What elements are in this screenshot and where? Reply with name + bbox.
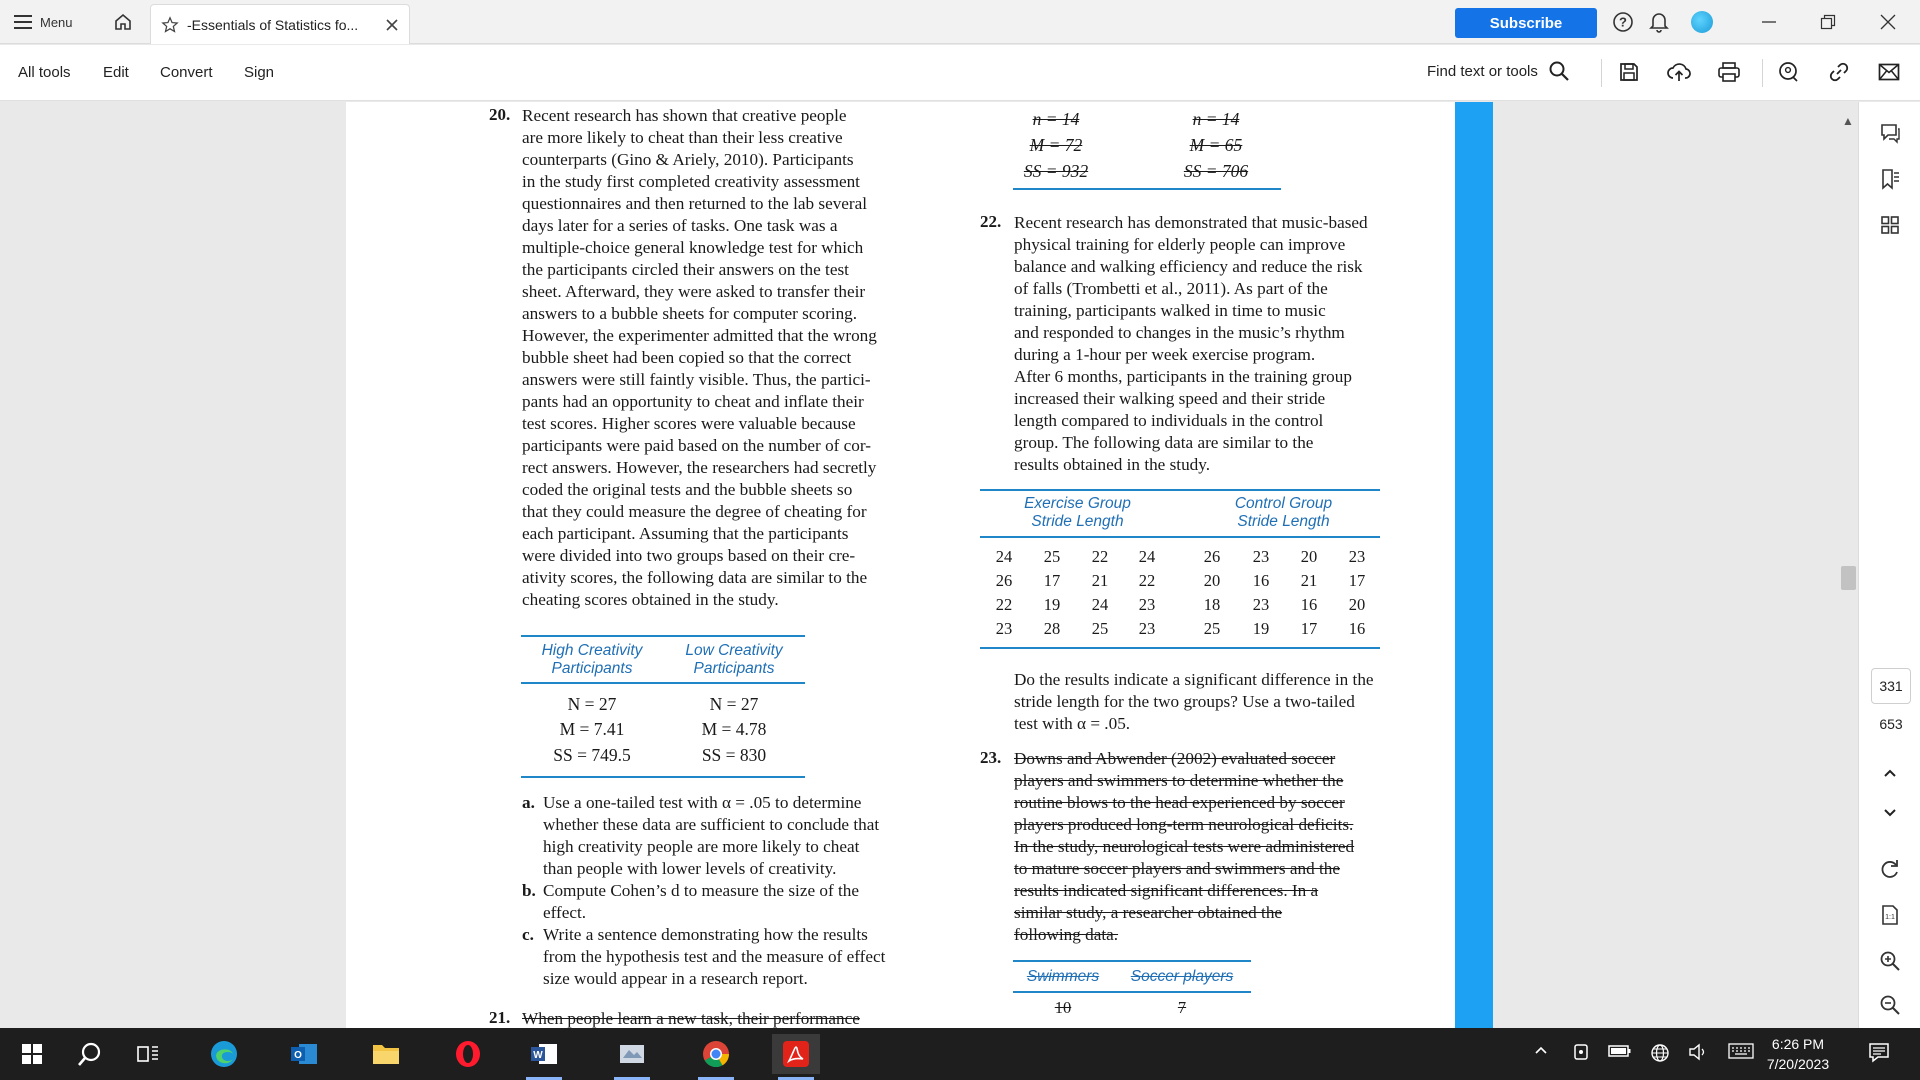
data-cell: 23	[1252, 595, 1270, 614]
paragraph-line: test with α = .05.	[1014, 714, 1131, 733]
paragraph-line: test scores. Higher scores were valuable because	[522, 414, 856, 433]
paragraph-line: routine blows to the head experienced by soccer	[1014, 793, 1345, 812]
data-cell: 20	[1348, 595, 1366, 614]
home-button[interactable]	[110, 9, 136, 35]
control-group-header	[1186, 495, 1381, 531]
paragraph-line: increased their walking speed and their stride	[1014, 389, 1326, 408]
system-clock[interactable]	[1758, 1034, 1838, 1074]
fit-page-button[interactable]	[1877, 902, 1903, 928]
part-text	[543, 924, 885, 990]
header-line: Participants	[693, 660, 775, 677]
assistant-icon	[1777, 60, 1801, 84]
paragraph-line: to mature soccer players and swimmers and the	[1014, 859, 1340, 878]
touch-keyboard-button[interactable]	[1728, 1043, 1754, 1062]
vertical-scrollbar[interactable]	[1838, 102, 1858, 1028]
data-cell: 24	[1091, 595, 1109, 614]
low-creativity-header	[663, 642, 805, 678]
stat-ss-2: SS = 706	[1183, 161, 1249, 181]
svg-text:O: O	[294, 1050, 302, 1061]
snipping-app[interactable]	[608, 1034, 656, 1074]
toolbar-divider	[1601, 59, 1602, 87]
main-toolbar	[0, 45, 1920, 101]
soccer-players-value: 7	[1177, 998, 1187, 1017]
next-page-button[interactable]	[1877, 800, 1903, 826]
comments-icon	[1879, 122, 1901, 144]
data-cell: 26	[995, 571, 1013, 590]
stat-n-1: n = 14	[1032, 109, 1080, 129]
file-explorer-app[interactable]	[362, 1034, 410, 1074]
paragraph-line: during a 1-hour per week exercise program.	[1014, 345, 1316, 364]
data-cell: 19	[1043, 595, 1061, 614]
problem-23-number: 23.	[980, 748, 1002, 767]
toolbar-divider	[1762, 59, 1763, 87]
word-icon	[529, 1040, 559, 1068]
svg-text:?: ?	[1619, 14, 1627, 30]
paragraph-line: answers to a bubble sheets for computer scoring.	[522, 304, 858, 323]
svg-text:1:1: 1:1	[1885, 914, 1895, 921]
paragraph-line: size would appear in a research report.	[543, 969, 808, 988]
paragraph-line: and responded to changes in the music’s rhythm	[1014, 323, 1345, 342]
table-rule	[1013, 991, 1251, 993]
paragraph-line: similar study, a researcher obtained the	[1014, 903, 1283, 922]
paragraph-line: the participants circled their answers on the test	[522, 260, 849, 279]
table-rule	[980, 647, 1380, 649]
paragraph-line: Downs and Abwender (2002) evaluated soccer	[1014, 749, 1336, 768]
paragraph-line: whether these data are sufficient to conclude that	[543, 815, 880, 834]
low-ss: SS = 830	[701, 745, 767, 765]
upload-button[interactable]	[1666, 59, 1692, 85]
star-icon[interactable]	[161, 16, 179, 34]
data-cell: 25	[1203, 619, 1221, 638]
network-button[interactable]	[1650, 1043, 1670, 1066]
cloud-upload-icon	[1667, 61, 1691, 83]
problem-22-question	[1014, 669, 1374, 735]
thumbnails-panel-button[interactable]	[1877, 212, 1903, 238]
table-rule	[521, 682, 805, 684]
windows-taskbar	[0, 1028, 1920, 1080]
table-rule	[521, 776, 805, 778]
paragraph-line: multiple-choice general knowledge test for which	[522, 238, 864, 257]
paragraph-line: pants had an opportunity to cheat and inflate their	[522, 392, 864, 411]
outlook-icon	[289, 1040, 319, 1068]
data-cell: 23	[1348, 547, 1366, 566]
exercise-group-header	[980, 495, 1175, 531]
swimmers-value: 10	[1054, 998, 1072, 1017]
paragraph-line: However, the experimenter admitted that the wrong	[522, 326, 877, 345]
paragraph-line: players and swimmers to determine whether the	[1014, 771, 1344, 790]
paragraph-line: effect.	[543, 903, 587, 922]
data-cell: 17	[1043, 571, 1061, 590]
table-rule	[1013, 960, 1251, 962]
zoom-out-icon	[1879, 994, 1901, 1016]
paragraph-line: than people with lower levels of creativity.	[543, 859, 837, 878]
data-cell: 24	[1138, 547, 1156, 566]
header-line: Stride Length	[1031, 513, 1124, 530]
data-cell: 24	[995, 547, 1013, 566]
keyboard-icon	[1728, 1043, 1754, 1059]
search-icon	[77, 1041, 103, 1067]
paragraph-line: stride length for the two groups? Use a two-tailed	[1014, 692, 1355, 711]
print-icon	[1717, 61, 1741, 83]
home-icon	[113, 12, 133, 32]
data-cell: 26	[1203, 547, 1221, 566]
paragraph-line: were divided into two groups based on their cre-	[522, 546, 856, 565]
paragraph-line: training, participants walked in time to music	[1014, 301, 1326, 320]
header-line: Participants	[551, 660, 633, 677]
paragraph-line: results obtained in the study.	[1014, 455, 1211, 474]
data-cell: 22	[995, 595, 1013, 614]
help-icon	[1612, 11, 1634, 33]
paragraph-line: in the study first completed creativity assessment	[522, 172, 860, 191]
share-link-button[interactable]	[1826, 59, 1852, 85]
paragraph-line: sheet. Afterward, they were asked to transfer their	[522, 282, 866, 301]
paragraph-line: physical training for elderly people can improve	[1014, 235, 1346, 254]
chrome-icon	[701, 1039, 731, 1069]
data-cell: 23	[1138, 595, 1156, 614]
document-tab[interactable]	[150, 4, 410, 44]
chevron-up-icon	[1882, 765, 1898, 781]
stat-m-2: M = 65	[1189, 135, 1243, 155]
paragraph-line: Do the results indicate a significant difference in the	[1014, 670, 1374, 689]
problem-20-number: 20.	[489, 105, 511, 124]
close-window-button[interactable]	[1875, 10, 1901, 34]
chevron-down-icon	[1882, 805, 1898, 821]
close-icon	[1880, 14, 1896, 30]
paragraph-line: of falls (Trombetti et al., 2011). As part of the	[1014, 279, 1328, 298]
header-line: Exercise Group	[1024, 495, 1131, 512]
clock-date: 7/20/2023	[1766, 1056, 1830, 1072]
menu-sign[interactable]: Sign	[244, 64, 275, 81]
scrollbar-thumb[interactable]	[1841, 566, 1856, 590]
speaker-icon	[1688, 1043, 1710, 1061]
paragraph-line: cheating scores obtained in the study.	[522, 590, 779, 609]
save-icon	[1618, 61, 1640, 83]
opera-icon	[453, 1039, 483, 1069]
data-cell: 16	[1348, 619, 1366, 638]
save-button[interactable]	[1616, 59, 1642, 85]
part-text	[543, 792, 879, 880]
paragraph-line: results indicated significant differences. In a	[1014, 881, 1319, 900]
paragraph-line: counterparts (Gino & Ariely, 2010). Participants	[522, 150, 854, 169]
acrobat-icon	[781, 1039, 811, 1069]
battery-button[interactable]	[1608, 1043, 1632, 1062]
menu-all-tools[interactable]: All tools	[18, 64, 71, 81]
problem-22-text	[1014, 212, 1368, 476]
table-rule	[521, 635, 805, 637]
data-cell: 17	[1348, 571, 1366, 590]
notifications-center-button[interactable]	[1868, 1041, 1890, 1066]
task-view-icon	[136, 1043, 160, 1065]
menu-button[interactable]	[14, 10, 73, 34]
pdf-page	[346, 102, 1456, 1028]
document-viewport	[0, 102, 1858, 1028]
data-cell: 23	[995, 619, 1013, 638]
bell-icon	[1648, 10, 1670, 34]
chrome-app[interactable]	[692, 1034, 740, 1074]
data-cell: 22	[1138, 571, 1156, 590]
data-cell: 16	[1252, 571, 1270, 590]
clock-time: 6:26 PM	[1771, 1036, 1825, 1052]
paragraph-line: each participant. Assuming that the participants	[522, 524, 849, 543]
link-icon	[1828, 61, 1850, 83]
data-cell: 25	[1043, 547, 1061, 566]
email-button[interactable]	[1876, 59, 1902, 85]
chevron-up-icon	[1534, 1043, 1548, 1057]
find-text-or-tools[interactable]	[1427, 60, 1570, 82]
rotate-icon	[1879, 858, 1901, 880]
data-cell: 21	[1091, 571, 1109, 590]
paragraph-line: Compute Cohen’s d to measure the size of the	[543, 881, 859, 900]
stat-m-1: M = 72	[1029, 135, 1083, 155]
problem-23-text	[1014, 748, 1354, 946]
folder-icon	[371, 1041, 401, 1067]
restore-icon	[1820, 14, 1836, 30]
data-cell: 21	[1300, 571, 1318, 590]
acrobat-app[interactable]	[772, 1034, 820, 1074]
menu-edit[interactable]: Edit	[103, 64, 129, 81]
paragraph-line: Write a sentence demonstrating how the results	[543, 925, 868, 944]
minimize-button[interactable]	[1756, 10, 1782, 34]
table-rule	[980, 489, 1380, 491]
fit-page-icon	[1879, 904, 1901, 926]
low-n: N = 27	[709, 694, 759, 714]
windows-logo-icon	[21, 1043, 43, 1065]
battery-icon	[1608, 1043, 1632, 1059]
subscribe-button[interactable]: Subscribe	[1455, 8, 1597, 38]
paragraph-line: coded the original tests and the bubble sheets so	[522, 480, 853, 499]
data-cell: 18	[1203, 595, 1221, 614]
part-label: c.	[522, 925, 534, 944]
rotate-button[interactable]	[1877, 856, 1903, 882]
high-ss: SS = 749.5	[553, 745, 631, 765]
restore-button[interactable]	[1815, 10, 1841, 34]
scroll-up-arrow-icon[interactable]: ▲	[1842, 114, 1854, 128]
swimmers-header: Swimmers	[1026, 968, 1100, 985]
paragraph-line: bubble sheet had been copied so that the correct	[522, 348, 852, 367]
outlook-app[interactable]	[280, 1034, 328, 1074]
ai-assistant-button[interactable]	[1776, 59, 1802, 85]
comments-panel-button[interactable]	[1877, 120, 1903, 146]
menu-convert[interactable]: Convert	[160, 64, 213, 81]
header-line: Low Creativity	[685, 642, 783, 659]
find-label: Find text or tools	[1427, 62, 1538, 80]
search-button[interactable]	[66, 1034, 114, 1074]
close-tab-icon[interactable]	[385, 18, 399, 32]
task-view-button[interactable]	[124, 1034, 172, 1074]
help-button[interactable]	[1612, 11, 1634, 33]
header-line: Stride Length	[1237, 513, 1330, 530]
paragraph-line: Recent research has shown that creative people	[522, 106, 847, 125]
high-mean: M = 7.41	[559, 719, 625, 739]
data-cell: 23	[1252, 547, 1270, 566]
right-side-panel	[1858, 102, 1920, 1028]
zoom-out-button[interactable]	[1877, 992, 1903, 1018]
zoom-in-button[interactable]	[1877, 948, 1903, 974]
search-icon	[1548, 60, 1570, 82]
paragraph-line: from the hypothesis test and the measure of effect	[543, 947, 886, 966]
paragraph-line: length compared to individuals in the control	[1014, 411, 1324, 430]
paragraph-line: are more likely to cheat than their less creative	[522, 128, 843, 147]
notifications-button[interactable]	[1648, 10, 1670, 34]
start-button[interactable]	[8, 1034, 56, 1074]
print-button[interactable]	[1716, 59, 1742, 85]
grid-icon	[1880, 215, 1900, 235]
problem-21-number: 21.	[489, 1008, 511, 1027]
globe-icon	[1650, 1043, 1670, 1063]
data-cell: 20	[1203, 571, 1221, 590]
bookmark-icon	[1879, 168, 1901, 190]
data-cell: 25	[1091, 619, 1109, 638]
data-cell: 22	[1091, 547, 1109, 566]
paragraph-line: answers were still faintly visible. Thus, the partici-	[522, 370, 871, 389]
edge-app[interactable]	[200, 1034, 248, 1074]
edge-icon	[209, 1039, 239, 1069]
data-cell: 28	[1043, 619, 1061, 638]
problem-20-text	[522, 105, 877, 611]
part-label: a.	[522, 793, 535, 812]
paragraph-line: participants were paid based on the number of cor-	[522, 436, 872, 455]
zoom-in-icon	[1879, 950, 1901, 972]
title-bar	[0, 0, 1920, 44]
high-n: N = 27	[567, 694, 617, 714]
part-label: b.	[522, 881, 536, 900]
paragraph-line: ativity scores, the following data are similar to the	[522, 568, 868, 587]
mail-icon	[1878, 63, 1900, 81]
svg-text:W: W	[533, 1050, 543, 1061]
bookmarks-panel-button[interactable]	[1877, 166, 1903, 192]
menu-label: Menu	[40, 14, 73, 30]
paragraph-line: that they could measure the degree of cheating for	[522, 502, 867, 521]
soccer-players-header: Soccer players	[1130, 968, 1234, 985]
paragraph-line: players produced long-term neurological deficits.	[1014, 815, 1354, 834]
paragraph-line: In the study, neurological tests were administered	[1014, 837, 1355, 856]
minimize-icon	[1761, 14, 1777, 30]
paragraph-line: rect answers. However, the researchers had secretly	[522, 458, 877, 477]
header-line: High Creativity	[541, 642, 643, 659]
paragraph-line: questionnaires and then returned to the lab several	[522, 194, 868, 213]
high-creativity-header	[521, 642, 663, 678]
low-mean: M = 4.78	[701, 719, 767, 739]
paragraph-line: group. The following data are similar to the	[1014, 433, 1314, 452]
paragraph-line: balance and walking efficiency and reduce the risk	[1014, 257, 1363, 276]
table-rule	[1013, 188, 1281, 190]
opera-app[interactable]	[444, 1034, 492, 1074]
data-cell: 19	[1252, 619, 1270, 638]
stat-n-2: n = 14	[1192, 109, 1240, 129]
data-cell: 20	[1300, 547, 1318, 566]
problem-22-number: 22.	[980, 212, 1002, 231]
previous-page-button[interactable]	[1877, 760, 1903, 786]
data-cell: 16	[1300, 595, 1318, 614]
current-page-input[interactable]: 331	[1871, 668, 1911, 704]
header-line: Control Group	[1234, 495, 1333, 512]
part-text	[543, 880, 859, 924]
stat-ss-1: SS = 932	[1023, 161, 1089, 181]
problem-21-text: When people learn a new task, their performance	[522, 1009, 860, 1028]
paragraph-line: days later for a series of tasks. One task was a	[522, 216, 838, 235]
word-app[interactable]	[520, 1034, 568, 1074]
user-avatar[interactable]	[1691, 11, 1713, 33]
show-hidden-icons-button[interactable]	[1534, 1043, 1548, 1060]
table-rule	[980, 536, 1380, 538]
paragraph-line: Use a one-tailed test with α = .05 to determine	[543, 793, 862, 812]
total-pages: 653	[1879, 716, 1903, 732]
volume-button[interactable]	[1688, 1043, 1710, 1064]
device-icon	[1572, 1043, 1590, 1061]
tab-title: -Essentials of Statistics fo...	[187, 16, 359, 33]
paragraph-line: high creativity people are more likely to cheat	[543, 837, 860, 856]
data-cell: 23	[1138, 619, 1156, 638]
page-edge-color-bar	[1455, 102, 1493, 1028]
paragraph-line: following data.	[1014, 925, 1119, 944]
notification-icon	[1868, 1041, 1890, 1063]
hamburger-icon	[14, 15, 32, 29]
data-cell: 17	[1300, 619, 1318, 638]
meet-now-button[interactable]	[1572, 1043, 1590, 1064]
paragraph-line: Recent research has demonstrated that music-based	[1014, 213, 1368, 232]
paragraph-line: After 6 months, participants in the training group	[1014, 367, 1352, 386]
snipping-icon	[617, 1040, 647, 1068]
